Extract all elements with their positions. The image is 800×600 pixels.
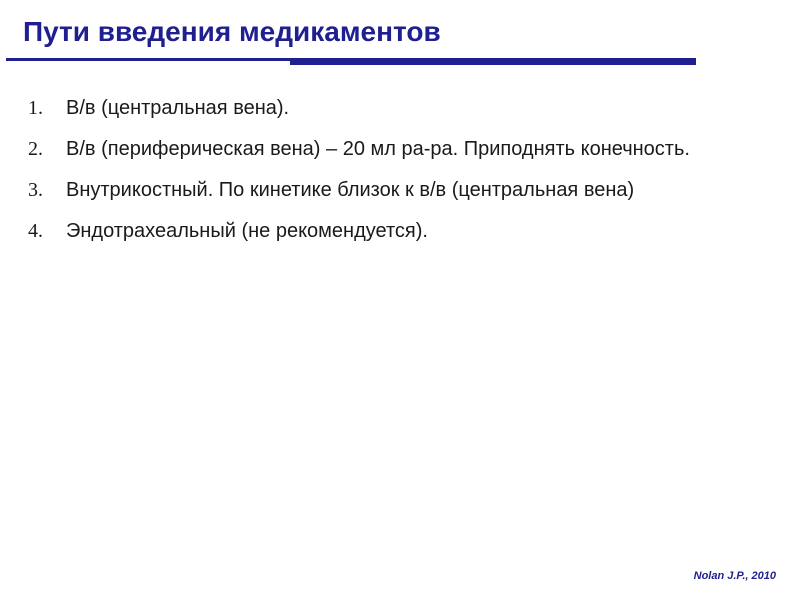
slide-title: Пути введения медикаментов xyxy=(23,16,441,47)
list-item-number: 3. xyxy=(28,179,43,201)
numbered-list xyxy=(28,95,768,259)
list-item-text: Внутрикостный. По кинетике близок к в/в (центральная вена) xyxy=(66,179,635,201)
list-item xyxy=(28,95,768,122)
list-item-text: В/в (периферическая вена) – 20 мл ра-ра. Приподнять конечность. xyxy=(66,138,690,160)
citation-footer: Nolan J.P., 2010 xyxy=(693,570,776,582)
list-item-number: 4. xyxy=(28,220,43,242)
list-item xyxy=(28,177,768,204)
list-item-text: В/в (центральная вена). xyxy=(66,97,290,119)
list-item-number: 1. xyxy=(28,97,43,119)
list-item-number: 2. xyxy=(28,138,43,160)
title-underline-accent xyxy=(290,60,696,65)
list-item xyxy=(28,218,768,245)
list-item-text: Эндотрахеальный (не рекомендуется). xyxy=(66,220,428,242)
list-item xyxy=(28,136,768,163)
